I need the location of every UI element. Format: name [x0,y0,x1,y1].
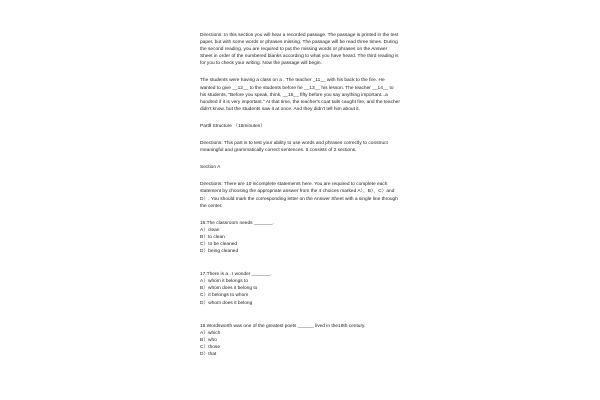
option-a: A）clean [200,227,220,233]
option-d: D）that [200,352,217,357]
option-b: B）whom does it belong to [200,286,258,292]
option-c: C）to be cleaned [200,241,238,247]
passage-text: The students were having a class on a . The teacher _11__ with his back to the fire. He wanted to give __12__ to the students before he __13__ his lesson. The teacher __14__ to his students, "Before you speak, think, __15__ fifty before you say anything important...a hundred if it is very important." At that time, the teacher's coat tails caught fire, and the teacher didn't know, but the students saw it at once. And they didn't tell him about it. [200,78,400,112]
section-heading: Section A [200,165,221,171]
option-b: B）who [200,337,217,343]
question-stem: 16.The classroom needs _______. [200,220,274,226]
question-18 [200,323,400,358]
listening-directions: Directions: In this section you will hear a recorded passage. The passage is printed in the test paper, but with some words or phrases missing. The passage will be read three times. During the second reading, you are required to put the missing words or phrases on the Answer Sheet in order of the numbered blanks according to what you have heard. The third reading is for you to check your writing. Now the passage will begin. [200,33,399,67]
option-a: A）whom it belongs to [200,279,248,285]
section-a-directions: Directions: There are 10 incomplete statements here. You are required to complete each statement by choosing the appropriate answer from the 4 choices marked A）、B）、C）and D）. You should mark the corresponding letter on the Answer Sheet with a single line through the center. [200,182,398,209]
part-heading: PartⅡ Structure （15minutes） [200,123,266,129]
structure-directions: Directions: This part is to test your ability to use words and phrases correctly to construct meaningful and grammatically correct sentences. It consists of 2 sections. [200,141,388,154]
question-16 [200,220,400,255]
option-c: C）it belongs to whom [200,293,249,299]
option-c: C）those [200,344,220,350]
question-stem: 17.There is a . I wonder _______. [200,272,272,278]
option-d: D）being cleaned [200,249,239,255]
question-17 [200,271,400,306]
option-a: A）which [200,330,221,336]
question-stem: 18.Wordsworth was one of the greatest poets ______ lived in the19th century. [200,323,366,329]
option-b: B）to clean [200,234,225,240]
option-d: D）whom does it belong [200,300,253,306]
document-page [200,32,400,358]
